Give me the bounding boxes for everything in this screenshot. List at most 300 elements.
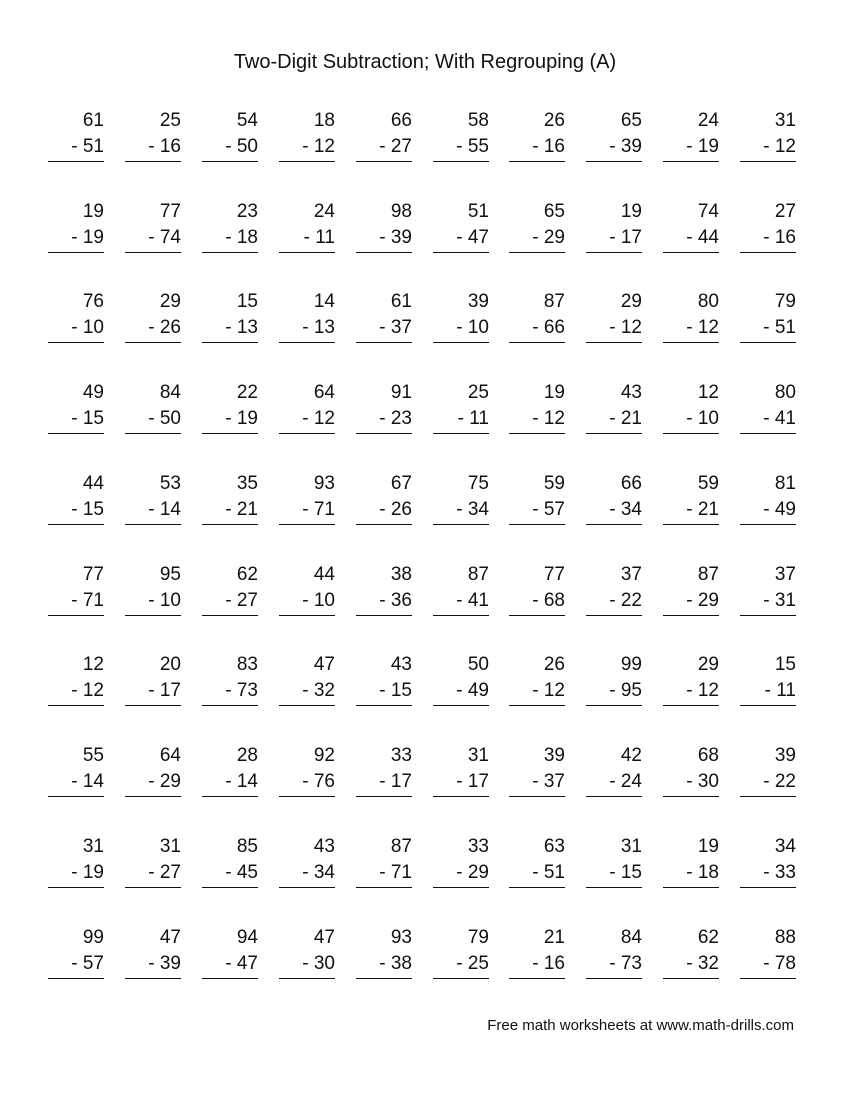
subtrahend: - 45 [225,862,258,883]
subtrahend: - 38 [379,953,412,974]
subtrahend: - 18 [225,227,258,248]
subtrahend: - 12 [302,408,335,429]
subtrahend: - 57 [71,953,104,974]
footer-credit: Free math worksheets at www.math-drills.com [487,1017,794,1034]
minuend: 81 [774,473,796,494]
subtrahend: - 55 [456,136,489,157]
answer-line [48,433,104,434]
minuend: 87 [390,836,412,857]
subtraction-problem [356,745,412,815]
minuend: 25 [159,110,181,131]
minuend: 19 [82,201,104,222]
subtraction-problem [433,927,489,997]
minuend: 50 [467,654,489,675]
minuend: 99 [82,927,104,948]
subtraction-problem [740,564,796,634]
minuend: 75 [467,473,489,494]
answer-line [356,796,412,797]
answer-line [356,433,412,434]
answer-line [48,705,104,706]
subtrahend: - 27 [148,862,181,883]
minuend: 77 [543,564,565,585]
answer-line [586,978,642,979]
subtraction-problem [279,201,335,271]
subtraction-problem [279,564,335,634]
answer-line [740,887,796,888]
subtrahend: - 16 [532,953,565,974]
subtrahend: - 47 [225,953,258,974]
minuend: 19 [697,836,719,857]
subtrahend: - 51 [763,317,796,338]
minuend: 12 [697,382,719,403]
minuend: 99 [620,654,642,675]
answer-line [586,252,642,253]
subtrahend: - 30 [686,771,719,792]
minuend: 47 [159,927,181,948]
subtrahend: - 13 [302,317,335,338]
answer-line [663,524,719,525]
minuend: 74 [697,201,719,222]
answer-line [356,978,412,979]
minuend: 91 [390,382,412,403]
answer-line [663,705,719,706]
minuend: 31 [159,836,181,857]
subtraction-problem [740,201,796,271]
subtraction-problem [433,473,489,543]
subtraction-problem [125,836,181,906]
answer-line [356,705,412,706]
minuend: 39 [543,745,565,766]
subtrahend: - 73 [609,953,642,974]
subtrahend: - 17 [148,680,181,701]
subtrahend: - 32 [302,680,335,701]
subtraction-problem [433,201,489,271]
subtraction-problem [740,745,796,815]
answer-line [586,705,642,706]
answer-line [48,161,104,162]
answer-line [740,615,796,616]
subtraction-problem [202,654,258,724]
subtraction-problem [125,654,181,724]
subtraction-problem [125,473,181,543]
answer-line [356,342,412,343]
subtraction-problem [356,836,412,906]
worksheet-title: Two-Digit Subtraction; With Regrouping (A) [233,51,617,73]
minuend: 43 [620,382,642,403]
minuend: 67 [390,473,412,494]
answer-line [740,252,796,253]
minuend: 66 [390,110,412,131]
subtraction-problem [202,473,258,543]
subtrahend: - 41 [456,590,489,611]
subtrahend: - 37 [532,771,565,792]
subtraction-problem [125,745,181,815]
subtraction-problem [279,654,335,724]
answer-line [509,161,565,162]
minuend: 93 [313,473,335,494]
answer-line [586,615,642,616]
subtraction-problem [48,836,104,906]
subtrahend: - 11 [457,408,489,429]
minuend: 44 [82,473,104,494]
subtrahend: - 10 [71,317,104,338]
subtrahend: - 19 [71,227,104,248]
minuend: 65 [620,110,642,131]
answer-line [48,342,104,343]
minuend: 15 [236,291,258,312]
subtraction-problem [509,291,565,361]
subtraction-problem [586,201,642,271]
answer-line [433,433,489,434]
answer-line [279,342,335,343]
minuend: 94 [236,927,258,948]
minuend: 12 [82,654,104,675]
subtrahend: - 22 [609,590,642,611]
answer-line [586,433,642,434]
answer-line [509,796,565,797]
answer-line [279,978,335,979]
subtraction-problem [48,473,104,543]
subtraction-problem [202,201,258,271]
answer-line [48,252,104,253]
answer-line [433,524,489,525]
answer-line [125,796,181,797]
answer-line [202,978,258,979]
subtraction-problem [740,927,796,997]
subtraction-problem [663,473,719,543]
subtraction-problem [433,291,489,361]
subtraction-problem [586,110,642,180]
answer-line [279,705,335,706]
answer-line [125,342,181,343]
subtrahend: - 24 [609,771,642,792]
subtraction-problem [509,564,565,634]
subtrahend: - 17 [456,771,489,792]
minuend: 43 [313,836,335,857]
subtrahend: - 14 [71,771,104,792]
minuend: 26 [543,654,565,675]
subtrahend: - 47 [456,227,489,248]
minuend: 34 [774,836,796,857]
subtraction-problem [663,927,719,997]
minuend: 65 [543,201,565,222]
subtraction-problem [509,473,565,543]
subtrahend: - 44 [686,227,719,248]
subtrahend: - 15 [71,408,104,429]
minuend: 44 [313,564,335,585]
subtrahend: - 30 [302,953,335,974]
subtrahend: - 78 [763,953,796,974]
subtrahend: - 12 [763,136,796,157]
subtraction-problem [509,927,565,997]
subtrahend: - 29 [456,862,489,883]
answer-line [48,978,104,979]
minuend: 63 [543,836,565,857]
answer-line [202,615,258,616]
minuend: 51 [467,201,489,222]
minuend: 15 [774,654,796,675]
subtraction-problem [740,291,796,361]
subtraction-problem [433,564,489,634]
answer-line [279,887,335,888]
subtraction-problem [279,291,335,361]
answer-line [433,887,489,888]
subtraction-problem [48,201,104,271]
subtrahend: - 41 [763,408,796,429]
subtraction-problem [740,382,796,452]
answer-line [586,342,642,343]
minuend: 33 [390,745,412,766]
answer-line [663,796,719,797]
subtraction-problem [279,745,335,815]
minuend: 47 [313,927,335,948]
answer-line [433,978,489,979]
subtrahend: - 36 [379,590,412,611]
subtrahend: - 51 [71,136,104,157]
minuend: 88 [774,927,796,948]
subtraction-problem [279,382,335,452]
subtrahend: - 39 [148,953,181,974]
minuend: 95 [159,564,181,585]
subtraction-problem [433,110,489,180]
subtrahend: - 12 [686,680,719,701]
answer-line [202,161,258,162]
minuend: 59 [697,473,719,494]
minuend: 77 [82,564,104,585]
answer-line [586,161,642,162]
subtrahend: - 21 [609,408,642,429]
subtraction-problem [202,110,258,180]
subtrahend: - 11 [764,680,796,701]
subtrahend: - 37 [379,317,412,338]
subtraction-problem [586,745,642,815]
subtraction-problem [509,201,565,271]
subtrahend: - 11 [303,227,335,248]
minuend: 84 [620,927,642,948]
answer-line [202,887,258,888]
subtraction-problem [48,564,104,634]
answer-line [509,524,565,525]
subtrahend: - 21 [225,499,258,520]
subtraction-problem [663,291,719,361]
subtrahend: - 15 [71,499,104,520]
minuend: 47 [313,654,335,675]
minuend: 23 [236,201,258,222]
subtrahend: - 19 [686,136,719,157]
answer-line [125,524,181,525]
answer-line [48,615,104,616]
subtrahend: - 21 [686,499,719,520]
subtraction-problem [509,110,565,180]
minuend: 39 [774,745,796,766]
answer-line [586,887,642,888]
answer-line [740,796,796,797]
minuend: 35 [236,473,258,494]
minuend: 31 [620,836,642,857]
subtraction-problem [356,382,412,452]
minuend: 39 [467,291,489,312]
subtraction-problem [48,745,104,815]
subtraction-problem [125,382,181,452]
answer-line [586,796,642,797]
subtrahend: - 16 [532,136,565,157]
minuend: 18 [313,110,335,131]
subtraction-problem [586,564,642,634]
subtrahend: - 18 [686,862,719,883]
minuend: 49 [82,382,104,403]
subtrahend: - 10 [148,590,181,611]
subtrahend: - 22 [763,771,796,792]
answer-line [356,887,412,888]
subtraction-problem [202,927,258,997]
subtrahend: - 33 [763,862,796,883]
answer-line [202,524,258,525]
minuend: 64 [313,382,335,403]
subtraction-problem [48,110,104,180]
subtraction-problem [586,473,642,543]
answer-line [125,252,181,253]
subtraction-problem [202,836,258,906]
answer-line [202,796,258,797]
minuend: 21 [543,927,565,948]
subtraction-problem [433,382,489,452]
subtrahend: - 26 [148,317,181,338]
subtrahend: - 34 [609,499,642,520]
subtrahend: - 32 [686,953,719,974]
minuend: 42 [620,745,642,766]
minuend: 62 [236,564,258,585]
answer-line [279,252,335,253]
subtrahend: - 15 [609,862,642,883]
subtraction-problem [48,291,104,361]
minuend: 38 [390,564,412,585]
subtraction-problem [663,745,719,815]
answer-line [279,615,335,616]
answer-line [509,615,565,616]
subtrahend: - 19 [71,862,104,883]
subtrahend: - 76 [302,771,335,792]
minuend: 26 [543,110,565,131]
minuend: 62 [697,927,719,948]
answer-line [433,252,489,253]
subtraction-problem [663,836,719,906]
answer-line [125,887,181,888]
answer-line [433,705,489,706]
minuend: 55 [82,745,104,766]
subtraction-problem [356,927,412,997]
answer-line [125,978,181,979]
minuend: 31 [774,110,796,131]
subtrahend: - 50 [225,136,258,157]
subtrahend: - 23 [379,408,412,429]
minuend: 25 [467,382,489,403]
minuend: 37 [774,564,796,585]
subtraction-problem [356,473,412,543]
subtrahend: - 12 [686,317,719,338]
minuend: 83 [236,654,258,675]
subtrahend: - 39 [379,227,412,248]
subtraction-problem [740,110,796,180]
subtrahend: - 57 [532,499,565,520]
answer-line [48,887,104,888]
subtraction-problem [586,836,642,906]
answer-line [279,796,335,797]
subtrahend: - 31 [763,590,796,611]
subtraction-problem [586,927,642,997]
minuend: 87 [697,564,719,585]
answer-line [279,161,335,162]
minuend: 14 [313,291,335,312]
minuend: 19 [543,382,565,403]
subtrahend: - 29 [686,590,719,611]
answer-line [509,252,565,253]
subtraction-problem [125,291,181,361]
subtraction-problem [433,745,489,815]
minuend: 24 [697,110,719,131]
minuend: 85 [236,836,258,857]
subtraction-problem [125,927,181,997]
answer-line [740,524,796,525]
subtrahend: - 12 [609,317,642,338]
minuend: 29 [697,654,719,675]
answer-line [740,433,796,434]
answer-line [125,433,181,434]
answer-line [433,342,489,343]
subtrahend: - 74 [148,227,181,248]
subtrahend: - 12 [302,136,335,157]
minuend: 92 [313,745,335,766]
minuend: 24 [313,201,335,222]
minuend: 53 [159,473,181,494]
subtrahend: - 95 [609,680,642,701]
subtrahend: - 17 [379,771,412,792]
answer-line [509,342,565,343]
subtrahend: - 71 [302,499,335,520]
answer-line [125,161,181,162]
subtraction-problem [202,382,258,452]
subtraction-problem [663,564,719,634]
answer-line [202,342,258,343]
subtrahend: - 49 [763,499,796,520]
minuend: 58 [467,110,489,131]
subtrahend: - 13 [225,317,258,338]
minuend: 28 [236,745,258,766]
minuend: 31 [467,745,489,766]
subtraction-problem [202,745,258,815]
subtraction-problem [48,654,104,724]
subtrahend: - 27 [225,590,258,611]
answer-line [663,887,719,888]
subtraction-problem [125,201,181,271]
subtraction-problem [663,110,719,180]
subtraction-problem [202,564,258,634]
subtraction-problem [356,654,412,724]
subtraction-problem [356,291,412,361]
answer-line [740,978,796,979]
subtrahend: - 34 [456,499,489,520]
minuend: 77 [159,201,181,222]
minuend: 98 [390,201,412,222]
subtraction-problem [663,382,719,452]
minuend: 29 [620,291,642,312]
subtraction-problem [509,382,565,452]
answer-line [509,705,565,706]
answer-line [48,524,104,525]
minuend: 59 [543,473,565,494]
answer-line [202,433,258,434]
answer-line [586,524,642,525]
minuend: 61 [82,110,104,131]
